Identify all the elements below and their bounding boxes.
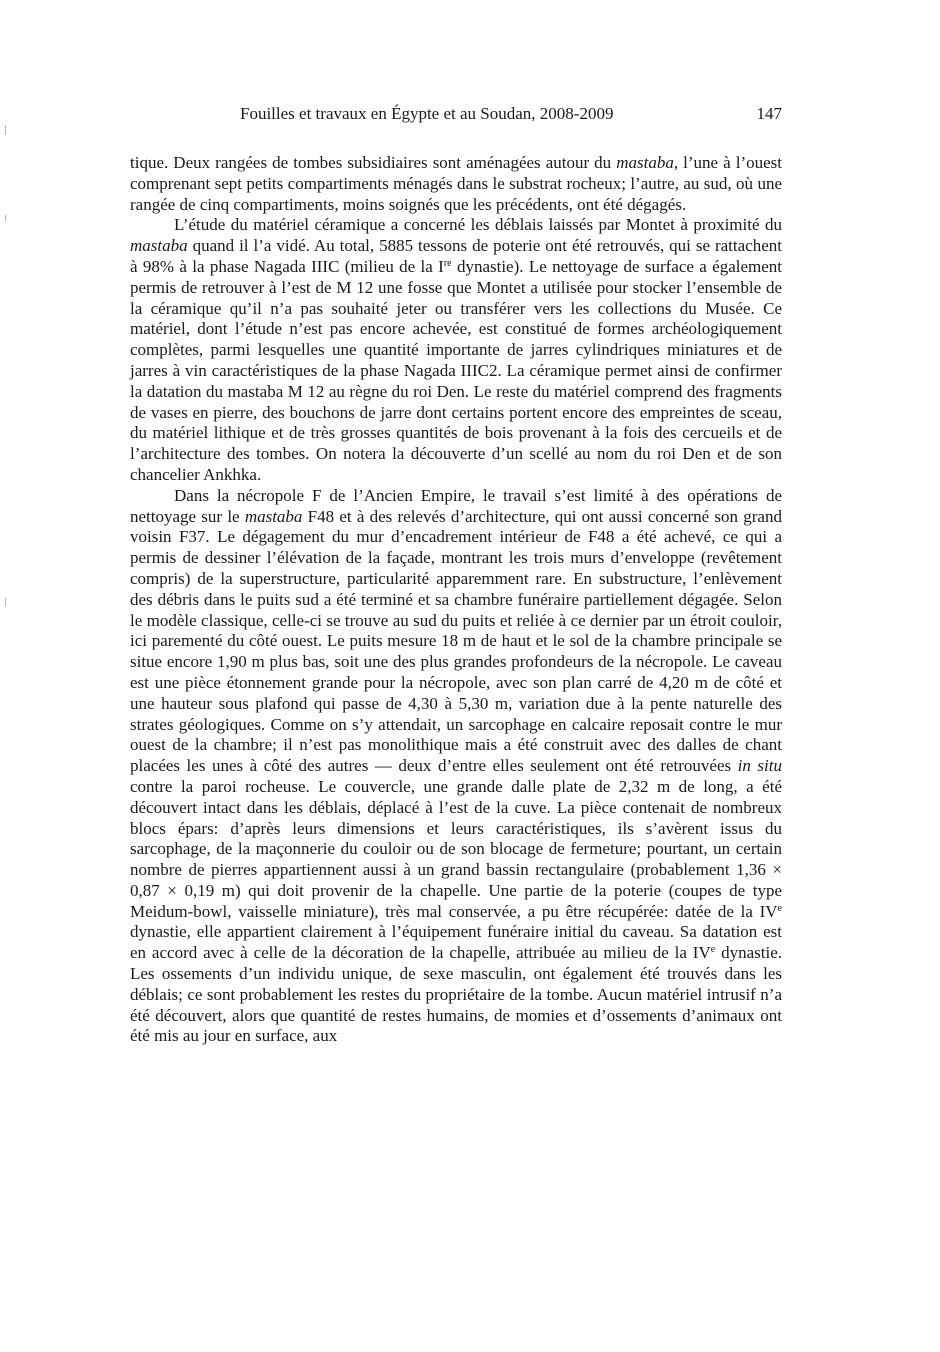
italic-term: mastaba (244, 506, 303, 526)
paragraph (130, 153, 782, 215)
text-run: contre la paroi rocheuse. Le couvercle, une grande dalle plate de 2,32 m de long, a été découvert intact dans les déblais, déplacé à l’est de la cuve. La pièce contenait de nombreux blocs épars: d’après leurs dimensions et leurs caractéristiques, ils s’avèrent issus du sarcophage, de la maçonnerie du couloir ou de son blocage de fermeture; pourtant, un certain nombre de pierres appartiennent aussi à un grand bassin rectangulaire (probablement 1,36 × 0,87 × 0,19 m) qui doit provenir de la chapelle. Une partie de la poterie (coupes de type Meidum-bowl, vaisselle miniature), très mal conservée, a pu être récupérée: datée de la IV (130, 776, 782, 921)
italic-term: mastaba (616, 153, 674, 172)
ordinal-superscript: re (443, 257, 452, 269)
text-run: tique. Deux rangées de tombes subsidiaires sont aménagées autour du (130, 153, 617, 172)
paragraph (130, 486, 782, 1048)
scan-margin-mark (5, 125, 6, 135)
text-run: quand il l’a vidé. Au total, 5885 tessons de poterie ont été retrouvés, qui se rattachent à 98% à la phase Nagada IIIC (milieu de la I (130, 236, 782, 276)
text-run: dynastie). Le nettoyage de surface a également permis de retrouver à l’est de M 12 une fosse que Montet a utilisée pour stocker l’ensemble de la céramique qu’il n’a pas souhaité jeter ou transférer vers les collections du Musée. Ce matériel, dont l’étude n’est pas encore achevée, est constitué de formes archéologiquement complètes, parmi lesquelles une quantité importante de jarres cylindriques miniatures et de jarres à vin caractéristiques de la phase Nagada IIIC2. La céramique permet ainsi de confirmer la datation du mastaba M 12 au règne du roi Den. Le reste du matériel comprend des fragments de vases en pierre, des bouchons de jarre dont certains portent encore des empreintes de sceau, du matériel lithique et de très grosses quantités de bois provenant à la fois des cercueils et de l’architecture des tombes. On notera la découverte d’un scellé au nom du roi Den et de son chancelier Ankhka. (130, 256, 782, 484)
scan-margin-mark (5, 598, 6, 606)
ordinal-superscript: e (777, 902, 782, 914)
running-header (130, 102, 782, 126)
text-run: dynastie. Les ossements d’un individu unique, de sexe masculin, ont également été trouvés dans les déblais; ce sont probablement les restes du propriétaire de la tombe. Aucun matériel intrusif n’a été découvert, alors que quantité de restes humains, de momies et d’ossements d’animaux ont été mis au jour en surface, aux (130, 943, 782, 1046)
text-run: dynastie, elle appartient clairement à l’équipement funéraire initial du caveau. Sa datation est en accord avec à celle de la décoration de la chapelle, attribuée au milieu de la IV (130, 922, 782, 963)
text-run: F48 et à des relevés d’architecture, qui ont aussi concerné son grand voisin F37. Le dégagement du mur d’encadrement intérieur de F48 a été achevé, ce qui a permis de dessiner l’élévation de la façade, montrant les trois murs d’enveloppe (revêtement compris) de la superstructure, particularité apparemment rare. En substructure, l’enlèvement des débris dans le puits sud a été terminé et sa chambre funéraire partiellement dégagée. Selon le modèle classique, celle-ci se trouve au sud du puits et reliée à ce dernier par un étroit couloir, ici parementé du côté ouest. Le puits mesure 18 m de haut et le sol de la chambre principale se situe encore 1,90 m plus bas, soit une des plus grandes profondeurs de la nécropole. Le caveau est une pièce étonnement grande pour la nécropole, avec son plan carré de 4,20 m de côté et une hauteur sous plafond qui passe de 4,30 à 5,30 m, variation due à la pente naturelle des strates géologiques. Comme on s’y attendait, un sarcophage en calcaire reposait contre le mur ouest de la chambre; il n’est pas monolithique mais a été construit avec des dalles de chant placées les unes à côté des autres — deux d’entre elles seulement ont été retrouvées (130, 506, 782, 776)
text-run: , l’une à l’ouest comprenant sept petits compartiments ménagés dans le substrat rocheux; l’autre, au sud, où une rangée de cinq compartiments, moins soignés que les précédents, ont été dégagés. (130, 153, 783, 214)
page-number: 147 (756, 104, 782, 123)
running-title: Fouilles et travaux en Égypte et au Soudan, 2008-2009 (240, 104, 614, 123)
text-run: L’étude du matériel céramique a concerné les déblais laissés par Montet à proximité du (174, 215, 782, 235)
text-run: Dans la nécropole F de l’Ancien Empire, le travail s’est limité à des opérations de nettoyage sur le (130, 485, 782, 526)
italic-term: in situ (737, 756, 782, 776)
scan-margin-mark (5, 215, 6, 221)
ordinal-superscript: e (710, 944, 716, 956)
paragraph (130, 215, 782, 485)
italic-term: mastaba (130, 236, 188, 256)
body-text (130, 153, 782, 1047)
